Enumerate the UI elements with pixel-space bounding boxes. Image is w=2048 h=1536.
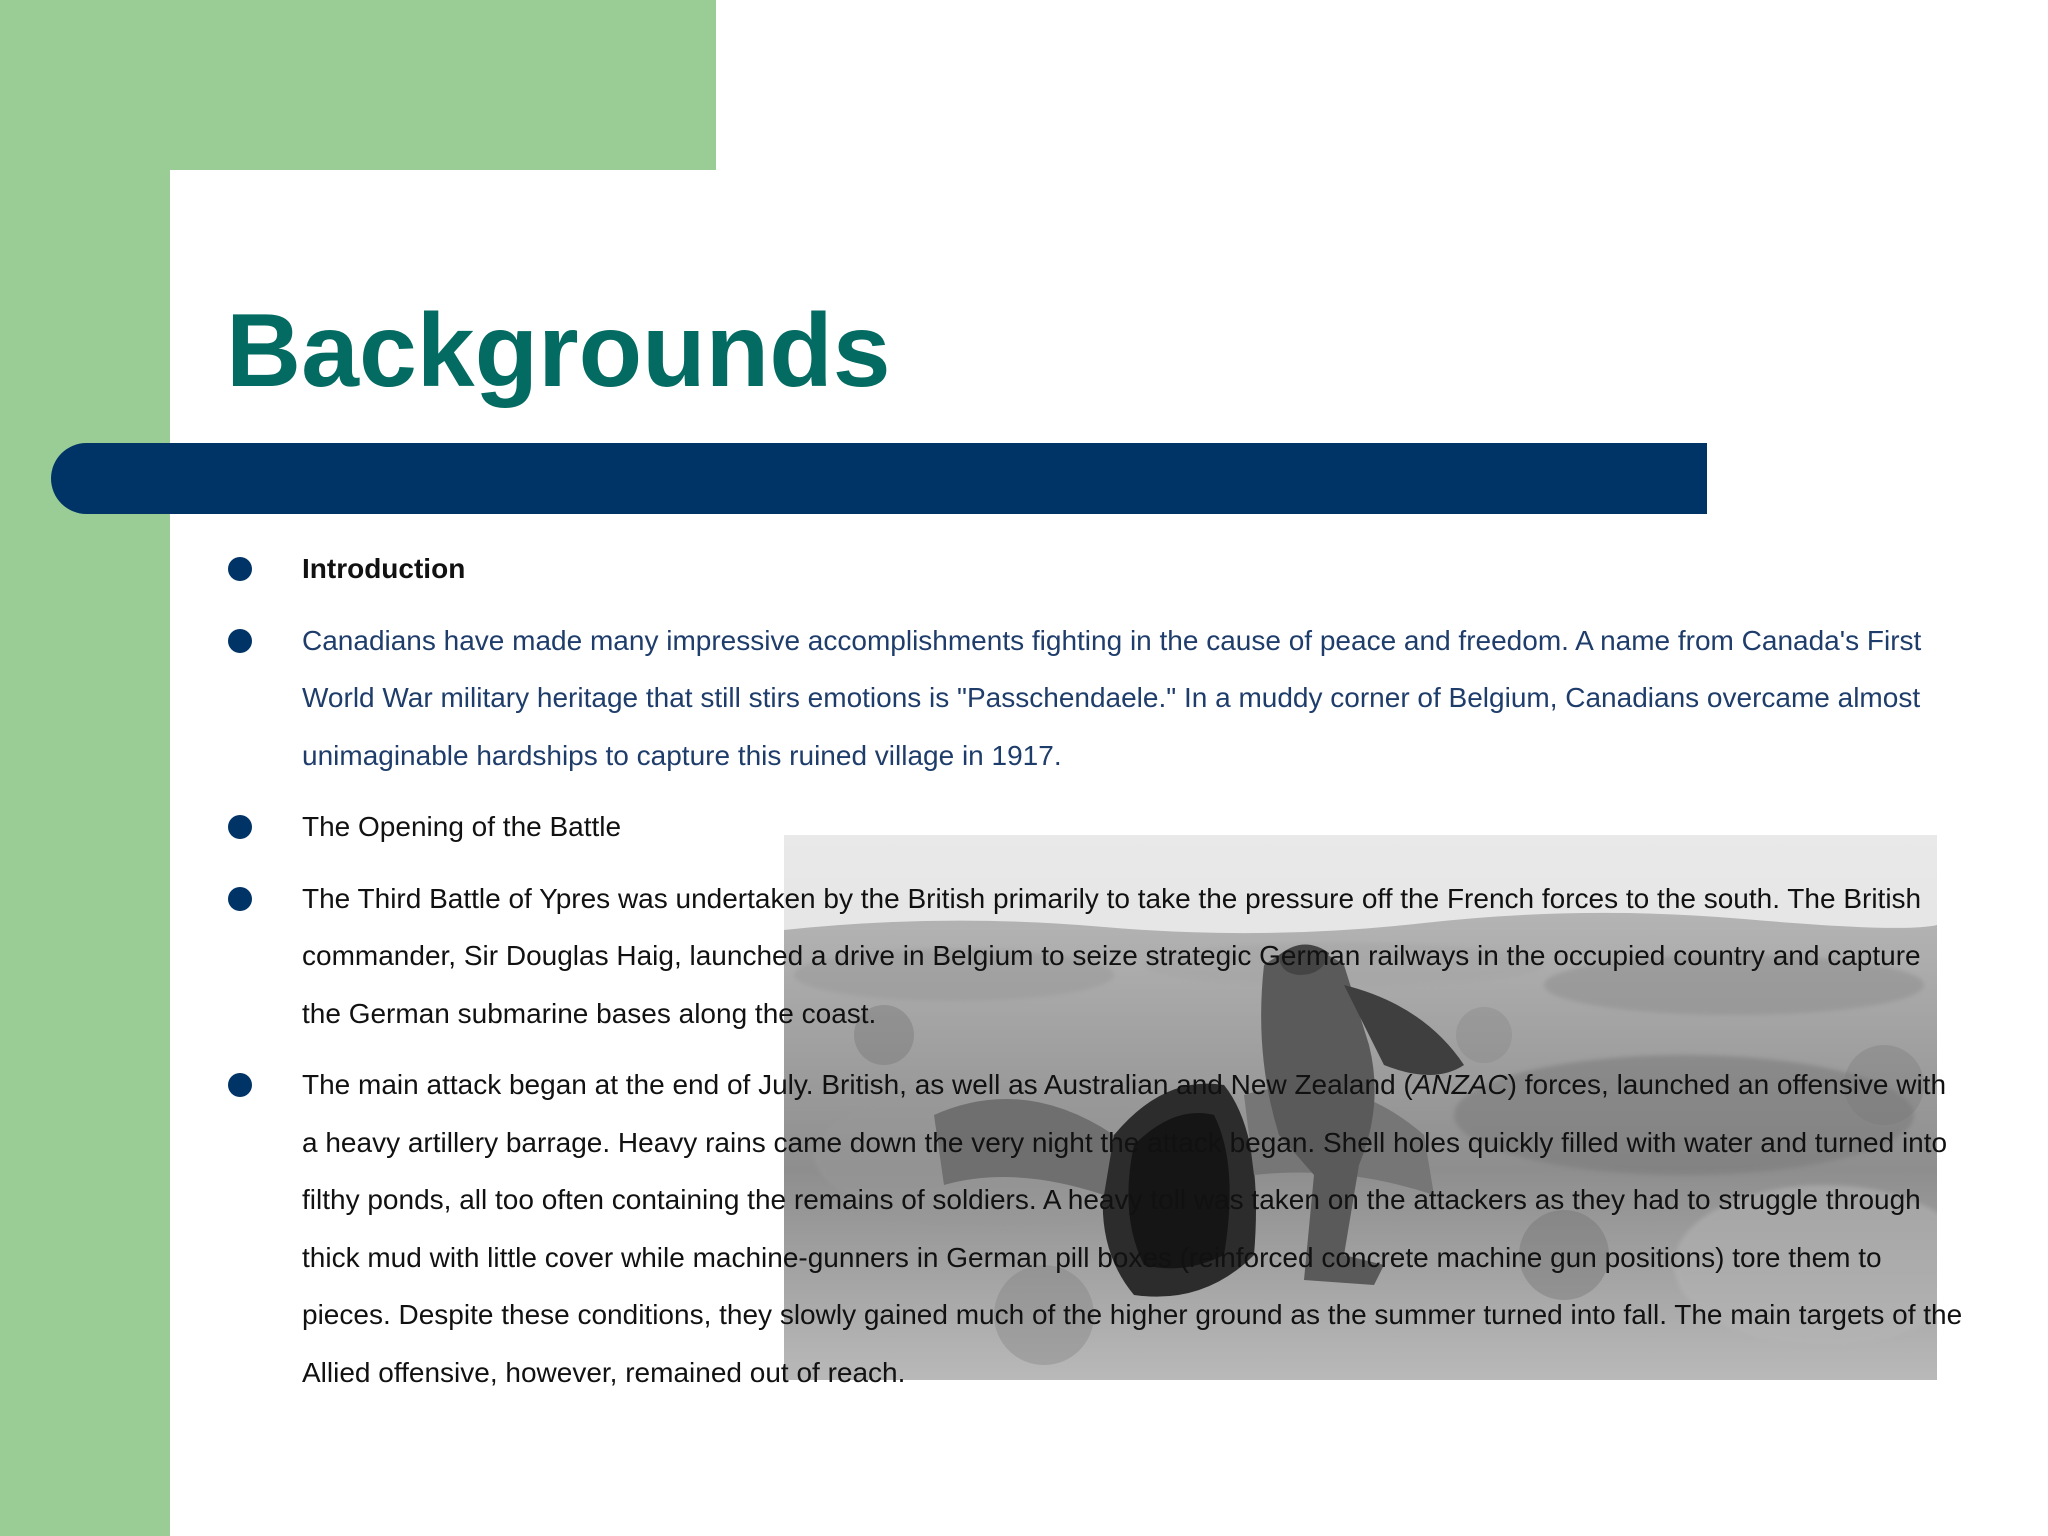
green-top-band: [0, 0, 716, 170]
bullet-text-part: The main attack began at the end of July. British, as well as Australian and New Zealand (: [302, 1069, 1413, 1100]
bullet-text: The Third Battle of Ypres was undertaken by the British primarily to take the pressure off the French forces to the south. The British commander, Sir Douglas Haig, launched a drive in Belgium to seize strategic German railways in the occupied country and capture the German submarine bases along the coast.: [302, 882, 1922, 1029]
bullet-third-battle-paragraph: [226, 870, 1966, 1043]
bullet-text-part: ) forces, launched an offensive with a heavy artillery barrage. Heavy rains came down the very night the attack began. Shell holes quickly filled with water and turned into filthy ponds, all too often containing the remains of soldiers. A heavy toll was taken on the attackers as they had to struggle through thick mud with little cover while machine-gunners in German pill boxes (reinforced concrete machine gun positions) tore them to pieces. Despite these conditions, they slowly gained much of the higher ground as the summer turned into fall. The main targets of the Allied offensive, however, remained out of reach.: [302, 1069, 1963, 1388]
bullet-dot-icon: [228, 815, 252, 839]
bullet-canadians-paragraph: [226, 612, 1966, 785]
bullet-dot-icon: [228, 557, 252, 581]
bullet-main-attack-paragraph: [226, 1056, 1966, 1401]
bullet-opening-of-battle: [226, 798, 1966, 856]
title-underline-bar: [51, 443, 1707, 514]
bullet-dot-icon: [228, 887, 252, 911]
bullet-dot-icon: [228, 1073, 252, 1097]
bullet-list: [226, 540, 1966, 1415]
bullet-dot-icon: [228, 629, 252, 653]
bullet-text: Canadians have made many impressive accomplishments fighting in the cause of peace and freedom. A name from Canada's First World War military heritage that still stirs emotions is "Passchendaele." In a muddy corner of Belgium, Canadians overcame almost unimaginable hardships to capture this ruined village in 1917.: [302, 624, 1922, 771]
bullet-text: The Opening of the Battle: [302, 811, 622, 842]
anzac-emphasis: ANZAC: [1412, 1069, 1508, 1100]
bullet-introduction: [226, 540, 1966, 598]
green-side-band: [0, 0, 170, 1536]
slide-title: Backgrounds: [226, 293, 891, 409]
bullet-text: [302, 1069, 1962, 1388]
bullet-text: Introduction: [302, 553, 466, 584]
